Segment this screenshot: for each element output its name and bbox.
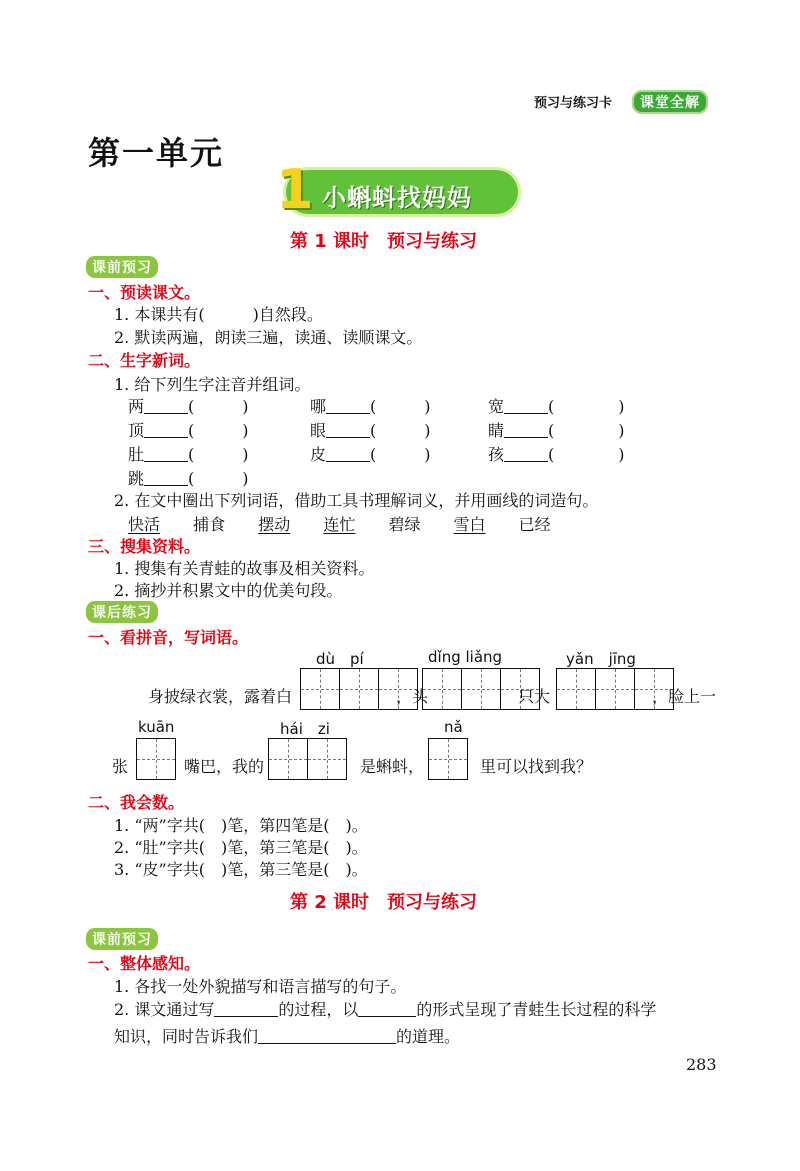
char-item: 孩 ( ) — [488, 445, 625, 464]
blank-line[interactable] — [144, 469, 188, 486]
char: 眼 — [310, 421, 327, 440]
blank-line[interactable] — [144, 445, 188, 462]
blank-line[interactable] — [326, 445, 370, 462]
sentence-text: 张 — [112, 757, 129, 776]
sentence-text: 里可以找到我？ — [480, 757, 593, 776]
post-practice-tag: 课后练习 — [86, 601, 158, 623]
word: 连忙 — [323, 515, 356, 534]
question-line: 2. “肚”字共( )笔，第三笔是( )。 — [114, 838, 368, 857]
period1-title: 第 1 课时 预习与练习 — [290, 231, 478, 252]
question-line: 2. 摘抄并积累文中的优美句段。 — [114, 581, 343, 600]
question-line: 1. 各找一处外貌描写和语言描写的句子。 — [114, 977, 407, 996]
char: 睛 — [488, 421, 505, 440]
sentence-text: ，脸上一 — [652, 687, 717, 706]
question-line: 1. “两”字共( )笔，第四笔是( )。 — [114, 816, 368, 835]
question-line: 1. 本课共有( )自然段。 — [114, 305, 323, 324]
sentence-text: ，头 — [396, 687, 429, 706]
blank-line[interactable] — [504, 421, 548, 438]
question-line: 2. 在文中圈出下列词语，借助工具书理解词义，并用画线的词造句。 — [114, 491, 599, 510]
writing-grid[interactable] — [268, 738, 347, 780]
blank-line[interactable] — [358, 1000, 416, 1017]
blank-line[interactable] — [326, 421, 370, 438]
char-item: 顶 ( ) — [128, 421, 249, 440]
blank-line[interactable] — [504, 445, 548, 462]
pinyin-label: yǎn jīng — [566, 650, 636, 668]
section-heading: 一、看拼音，写词语。 — [88, 628, 249, 647]
writing-grid[interactable] — [136, 738, 176, 780]
pinyin-label: dù pí — [316, 650, 364, 668]
blank-line[interactable] — [504, 397, 548, 414]
section-heading: 三、搜集资料。 — [88, 537, 201, 556]
lesson-banner — [276, 158, 522, 221]
char-item: 皮 ( ) — [310, 445, 431, 464]
char-item: 两 ( ) — [128, 397, 249, 416]
word: 快活 — [128, 515, 161, 534]
word: 雪白 — [453, 515, 486, 534]
page-number: 283 — [686, 1055, 717, 1074]
word: 捕食 — [193, 515, 226, 534]
question-line — [114, 1024, 460, 1047]
question-line: 3. “皮”字共( )笔，第三笔是( )。 — [114, 860, 368, 879]
char-item: 宽 ( ) — [488, 397, 625, 416]
char: 孩 — [488, 445, 505, 464]
pinyin-label: hái zi — [280, 720, 330, 738]
word-list — [128, 512, 551, 535]
pre-study-tag: 课前预习 — [86, 256, 158, 278]
section-heading: 二、我会数。 — [88, 793, 185, 812]
section-heading: 一、整体感知。 — [88, 954, 201, 973]
blank-line[interactable] — [144, 421, 188, 438]
word: 碧绿 — [388, 515, 421, 534]
pinyin-label: dǐng liǎng — [428, 648, 503, 666]
char: 跳 — [128, 469, 145, 488]
section-heading: 一、预读课文。 — [88, 283, 201, 302]
text-part: 的道理。 — [396, 1027, 461, 1046]
sentence-text: 是蝌蚪， — [360, 757, 425, 776]
char: 宽 — [488, 397, 505, 416]
question-line: 1. 搜集有关青蛙的故事及相关资料。 — [114, 559, 375, 578]
lesson-number: 1 — [276, 158, 314, 221]
char-item: 哪 ( ) — [310, 397, 431, 416]
header-card-label: 预习与练习卡 — [534, 96, 613, 111]
question-line — [114, 997, 656, 1020]
text-part: 知识，同时告诉我们 — [114, 1027, 259, 1046]
char: 皮 — [310, 445, 327, 464]
char: 两 — [128, 397, 145, 416]
char-item: 肚 ( ) — [128, 445, 249, 464]
blank-line[interactable] — [326, 397, 370, 414]
text-part: 的形式呈现了青蛙生长过程的科学 — [416, 1000, 657, 1019]
section-heading: 二、生字新词。 — [88, 351, 201, 370]
char-item: 眼 ( ) — [310, 421, 431, 440]
sentence-text: 只大 — [518, 687, 551, 706]
unit-title: 第一单元 — [88, 134, 225, 172]
char-item: 跳 ( ) — [128, 469, 249, 488]
char: 顶 — [128, 421, 145, 440]
writing-grid[interactable] — [428, 738, 468, 780]
blank-line[interactable] — [214, 1000, 278, 1017]
lesson-title: 小蝌蚪找妈妈 — [322, 184, 472, 212]
text-part: 2. 课文通过写 — [114, 1000, 215, 1019]
char-item: 睛 ( ) — [488, 421, 625, 440]
pre-study-tag: 课前预习 — [86, 928, 158, 950]
text-part: 的过程，以 — [278, 1000, 359, 1019]
pinyin-label: kuān — [138, 718, 175, 736]
char: 哪 — [310, 397, 327, 416]
question-line: 2. 默读两遍，朗读三遍，读通、读顺课文。 — [114, 328, 423, 347]
sentence-text: 身披绿衣裳，露着白 — [148, 687, 293, 706]
sentence-text: 嘴巴，我的 — [184, 757, 265, 776]
char: 肚 — [128, 445, 145, 464]
question-line: 1. 给下列生字注音并组词。 — [114, 375, 311, 394]
word: 已经 — [518, 515, 551, 534]
header-badge: 课堂全解 — [632, 90, 708, 114]
pinyin-label: nǎ — [444, 718, 463, 736]
blank-line[interactable] — [258, 1027, 396, 1044]
period2-title: 第 2 课时 预习与练习 — [290, 892, 478, 913]
word: 摆动 — [258, 515, 291, 534]
blank-line[interactable] — [144, 397, 188, 414]
